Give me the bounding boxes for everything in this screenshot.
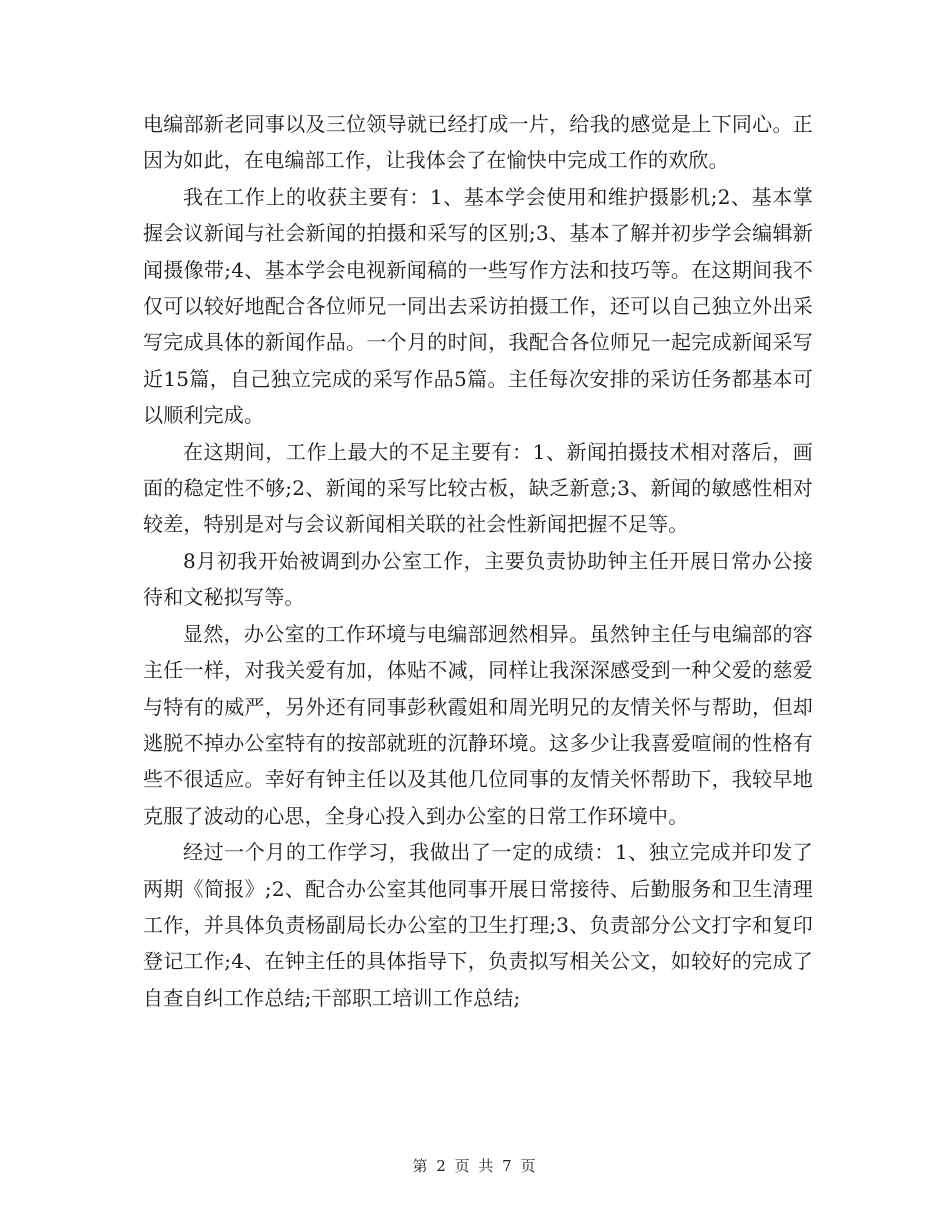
paragraph-office-transfer: 8月初我开始被调到办公室工作，主要负责协助钟主任开展日常办公接待和文秘拟写等。 — [143, 548, 813, 610]
document-body — [143, 106, 813, 1016]
paragraph-shortcomings: 在这期间，工作上最大的不足主要有：1、新闻拍摄技术相对落后，画面的稳定性不够;2、新闻的采写比较古板，缺乏新意;3、新闻的敏感性相对较差，特别是对与会议新闻相关联的社会性新闻把握不足等。 — [143, 439, 813, 537]
page-number-footer: 第 2 页 共 7 页 — [412, 1157, 538, 1175]
paragraph-office-environment: 显然，办公室的工作环境与电编部迥然相异。虽然钟主任与电编部的容主任一样，对我关爱有加，体贴不减，同样让我深深感受到一种父爱的慈爱与特有的威严，另外还有同事彭秋霞姐和周光明兄的友情关怀与帮助，但却逃脱不掉办公室特有的按部就班的沉静环境。这多少让我喜爱喧闹的性格有些不很适应。幸好有钟主任以及其他几位同事的友情关怀帮助下，我较早地克服了波动的心思，全身心投入到办公室的日常工作环境中。 — [143, 621, 813, 828]
paragraph-work-gains: 我在工作上的收获主要有：1、基本学会使用和维护摄影机;2、基本掌握会议新闻与社会新闻的拍摄和采写的区别;3、基本了解并初步学会编辑新闻摄像带;4、基本学会电视新闻稿的一些写作方法和技巧等。在这期间我不仅可以较好地配合各位师兄一同出去采访拍摄工作，还可以自己独立外出采写完成具体的新闻作品。一个月的时间，我配合各位师兄一起完成新闻采写近15篇，自己独立完成的采写作品5篇。主任每次安排的采访任务都基本可以顺利完成。 — [143, 184, 813, 428]
paragraph-continuation: 电编部新老同事以及三位领导就已经打成一片，给我的感觉是上下同心。正因为如此，在电编部工作，让我体会了在愉快中完成工作的欢欣。 — [143, 112, 813, 173]
paragraph-achievements: 经过一个月的工作学习，我做出了一定的成绩：1、独立完成并印发了两期《简报》;2、配合办公室其他同事开展日常接待、后勤服务和卫生清理工作，并具体负责杨副局长办公室的卫生打理;3、负责部分公文打字和复印登记工作;4、在钟主任的具体指导下，负责拟写相关公文，如较好的完成了自查自纠工作总结;干部职工培训工作总结; — [143, 840, 813, 1010]
